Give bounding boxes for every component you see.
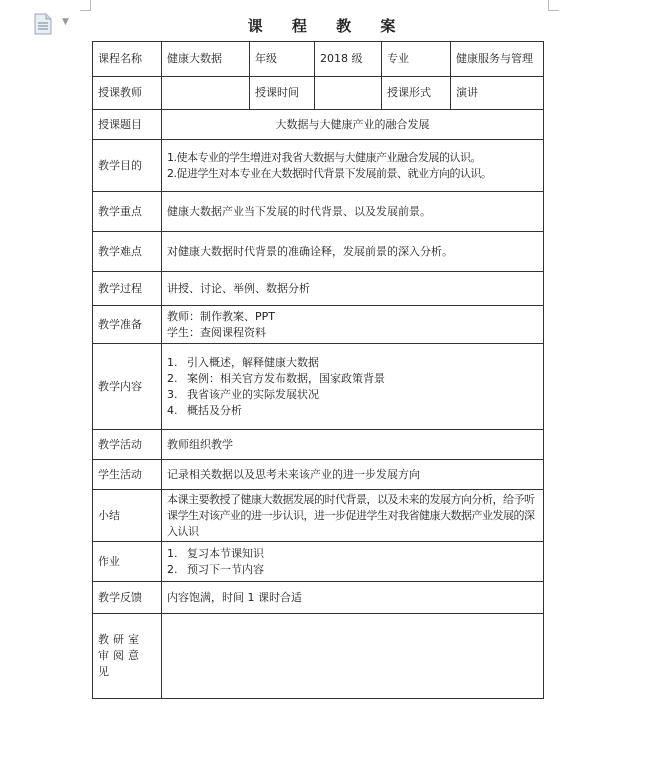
table-row	[93, 582, 544, 614]
activity-value[interactable]: 教师组织教学	[162, 430, 544, 460]
table-row	[93, 490, 544, 542]
review-label: 教研室审阅意见	[93, 614, 162, 699]
grade-value[interactable]: 2018 级	[315, 42, 382, 77]
table-row	[93, 192, 544, 232]
process-label: 教学过程	[93, 272, 162, 306]
table-row	[93, 140, 544, 192]
preparation-line-1: 教师：制作教案、PPT	[167, 309, 275, 323]
margin-corner-left	[80, 0, 91, 11]
summary-label: 小结	[93, 490, 162, 542]
goal-line-2: 2.促进学生对本专业在大数据时代背景下发展前景、就业方向的认识。	[167, 166, 492, 180]
list-item: 2. 预习下一节内容	[167, 562, 264, 576]
table-row	[93, 614, 544, 699]
list-item: 1. 复习本节课知识	[167, 546, 264, 560]
table-row	[93, 344, 544, 430]
homework-label: 作业	[93, 542, 162, 582]
feedback-label: 教学反馈	[93, 582, 162, 614]
form-label: 授课形式	[382, 77, 451, 110]
preparation-value[interactable]	[162, 306, 544, 344]
table-row	[93, 430, 544, 460]
feedback-value[interactable]: 内容饱满，时间 1 课时合适	[162, 582, 544, 614]
goal-line-1: 1.使本专业的学生增进对我省大数据与大健康产业融合发展的认识。	[167, 150, 481, 164]
process-value[interactable]: 讲授、讨论、举例、数据分析	[162, 272, 544, 306]
student-activity-value[interactable]: 记录相关数据以及思考未来该产业的进一步发展方向	[162, 460, 544, 490]
topic-label: 授课题目	[93, 110, 162, 140]
caret-down-icon[interactable]: ▼	[62, 17, 69, 27]
review-value[interactable]	[162, 614, 544, 699]
activity-label: 教学活动	[93, 430, 162, 460]
topic-value[interactable]: 大数据与大健康产业的融合发展	[162, 110, 544, 140]
table-row	[93, 110, 544, 140]
table-row	[93, 460, 544, 490]
major-label: 专业	[382, 42, 451, 77]
course-name-value[interactable]: 健康大数据	[162, 42, 250, 77]
content-value[interactable]	[162, 344, 544, 430]
table-row	[93, 542, 544, 582]
key-point-value[interactable]: 健康大数据产业当下发展的时代背景、以及发展前景。	[162, 192, 544, 232]
list-item: 3. 我省该产业的实际发展状况	[167, 387, 319, 401]
major-value[interactable]: 健康服务与管理	[451, 42, 544, 77]
key-point-label: 教学重点	[93, 192, 162, 232]
teacher-label: 授课教师	[93, 77, 162, 110]
difficulty-label: 教学难点	[93, 232, 162, 272]
list-item: 4. 概括及分析	[167, 403, 242, 417]
time-label: 授课时间	[250, 77, 315, 110]
goal-label: 教学目的	[93, 140, 162, 192]
content-label: 教学内容	[93, 344, 162, 430]
student-activity-label: 学生活动	[93, 460, 162, 490]
table-row	[93, 77, 544, 110]
preparation-label: 教学准备	[93, 306, 162, 344]
list-item: 1. 引入概述，解释健康大数据	[167, 355, 319, 369]
table-row	[93, 306, 544, 344]
grade-label: 年级	[250, 42, 315, 77]
preparation-line-2: 学生：查阅课程资料	[167, 325, 266, 339]
margin-corner-right	[548, 0, 559, 11]
form-value[interactable]: 演讲	[451, 77, 544, 110]
course-name-label: 课程名称	[93, 42, 162, 77]
goal-value[interactable]	[162, 140, 544, 192]
time-value[interactable]	[315, 77, 382, 110]
table-row	[93, 42, 544, 77]
list-item: 2. 案例：相关官方发布数据，国家政策背景	[167, 371, 385, 385]
difficulty-value[interactable]: 对健康大数据时代背景的准确诠释，发展前景的深入分析。	[162, 232, 544, 272]
page-title: 课 程 教 案	[247, 17, 408, 35]
teacher-value[interactable]	[162, 77, 250, 110]
table-row	[93, 272, 544, 306]
table-row	[93, 232, 544, 272]
summary-value[interactable]: 本课主要教授了健康大数据发展的时代背景，以及未来的发展方向分析，给予听课学生对该产业的进一步认识，进一步促进学生对我省健康大数据产业发展的深入认识	[162, 490, 544, 542]
homework-value[interactable]	[162, 542, 544, 582]
lesson-plan-table	[92, 41, 544, 699]
